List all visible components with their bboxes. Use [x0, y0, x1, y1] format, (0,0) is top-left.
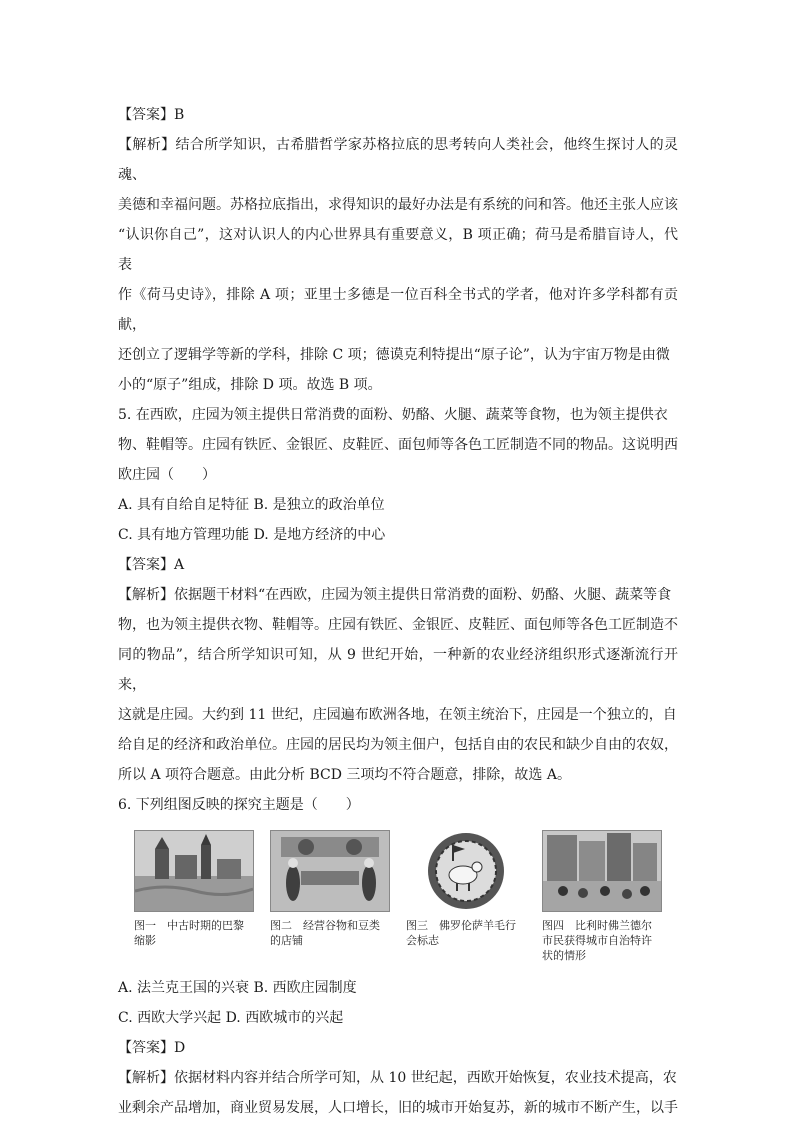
- figure-2: [270, 830, 388, 963]
- q4-analysis-line: 还创立了逻辑学等新的学科，排除 C 项；德谟克利特提出“原子论”，认为宇宙万物是由微: [118, 347, 670, 363]
- q5-question-line: 5. 在西欧，庄园为领主提供日常消费的面粉、奶酪、火腿、蔬菜等食物，也为领主提供衣: [118, 407, 668, 423]
- wool-guild-emblem-image: [406, 830, 526, 912]
- q6-analysis-line: 业剩余产品增加，商业贸易发展，人口增长，旧的城市开始复苏，新的城市不断产生，以手: [118, 1100, 678, 1116]
- figure-3: [406, 830, 524, 963]
- q4-analysis-line: 作《荷马史诗》，排除 A 项；亚里士多德是一位百科全书式的学者，他对许多学科都有贡献，: [118, 287, 678, 333]
- q4-analysis-line: 小的“原子”组成，排除 D 项。故选 B 项。: [118, 377, 382, 393]
- q5-question-line: 物、鞋帽等。庄园有铁匠、金银匠、皮鞋匠、面包师等各色工匠制造不同的物品。这说明西: [118, 437, 678, 453]
- q5-analysis-line: 同的物品”，结合所学知识可知，从 9 世纪开始，一种新的农业经济组织形式逐渐流行开来，: [118, 647, 678, 693]
- figure-1-caption: 图一 中古时期的巴黎缩影: [134, 919, 244, 947]
- q4-analysis-line: “认识你自己”，这对认识人的内心世界具有重要意义，B 项正确；荷马是希腊盲诗人，代表: [118, 227, 678, 273]
- q6-analysis: [118, 1063, 678, 1123]
- q5-question-line: 欧庄园（ ）: [118, 467, 216, 483]
- q6-analysis-line: 【解析】依据材料内容并结合所学可知，从 10 世纪起，西欧开始恢复，农业技术提高，农: [118, 1070, 677, 1086]
- figure-2-caption: 图二 经营谷物和豆类的店铺: [270, 919, 380, 947]
- q5-analysis-line: 【解析】依据题干材料“在西欧，庄园为领主提供日常消费的面粉、奶酪、火腿、蔬菜等食: [118, 587, 672, 603]
- q5-options-ab: A. 具有自给自足特征 B. 是独立的政治单位: [118, 497, 385, 513]
- figure-4-caption: 图四 比利时佛兰德尔市民获得城市自治特许状的情形: [542, 919, 652, 962]
- q6-options-cd: C. 西欧大学兴起 D. 西欧城市的兴起: [118, 1010, 344, 1026]
- q5-analysis-line: 物，也为领主提供衣物、鞋帽等。庄园有铁匠、金银匠、皮鞋匠、面包师等各色工匠制造不: [118, 617, 678, 633]
- q5-answer: 【答案】A: [118, 557, 185, 573]
- q5-analysis-line: 给自足的经济和政治单位。庄园的居民均为领主佃户，包括自由的农民和缺少自由的农奴，: [118, 737, 678, 753]
- charter-scene-image: [542, 830, 662, 912]
- q6-question: 6. 下列组图反映的探究主题是（ ）: [118, 797, 360, 813]
- grain-shop-image: [270, 830, 390, 912]
- figure-1: [134, 830, 252, 963]
- q6-options-ab: A. 法兰克王国的兴衰 B. 西欧庄园制度: [118, 980, 357, 996]
- q4-analysis-line: 【解析】结合所学知识，古希腊哲学家苏格拉底的思考转向人类社会，他终生探讨人的灵魂、: [118, 137, 678, 183]
- q5-options-cd: C. 具有地方管理功能 D. 是地方经济的中心: [118, 527, 386, 543]
- q4-analysis: [118, 130, 678, 400]
- figure-4: [542, 830, 660, 963]
- q5-analysis-line: 所以 A 项符合题意。由此分析 BCD 三项均不符合题意，排除，故选 A。: [118, 767, 571, 783]
- q5-analysis: [118, 580, 678, 790]
- paris-city-image: [134, 830, 254, 912]
- document-page: [118, 100, 678, 1123]
- q5-analysis-line: 这就是庄园。大约到 11 世纪，庄园遍布欧洲各地，在领主统治下，庄园是一个独立的，自: [118, 707, 677, 723]
- q6-figure-group: [134, 830, 678, 963]
- q5-question: [118, 400, 678, 490]
- q6-answer: 【答案】D: [118, 1040, 186, 1056]
- figure-3-caption: 图三 佛罗伦萨羊毛行会标志: [406, 919, 516, 947]
- q4-analysis-line: 美德和幸福问题。苏格拉底指出，求得知识的最好办法是有系统的问和答。他还主张人应该: [118, 197, 678, 213]
- q4-answer: 【答案】B: [118, 107, 185, 123]
